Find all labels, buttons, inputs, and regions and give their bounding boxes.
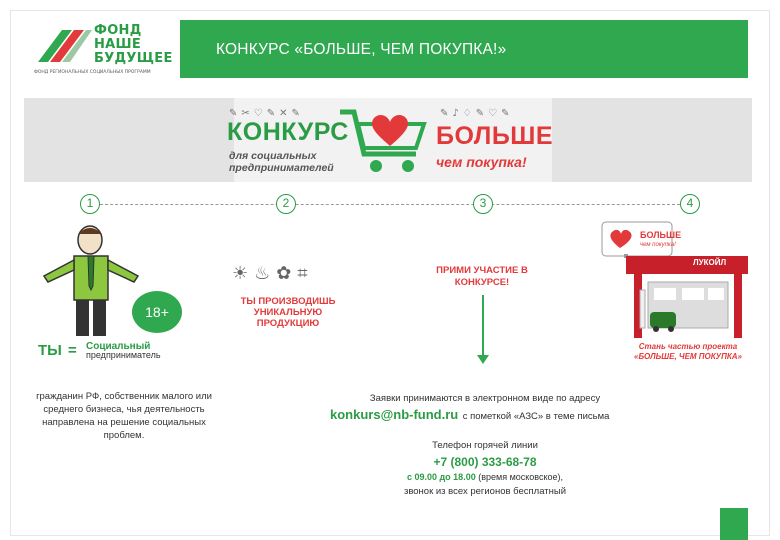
banner-konkurs: КОНКУРС [227,118,349,146]
take-part-text: ПРИМИ УЧАСТИЕ В КОНКУРСЕ! [436,265,528,288]
banner-sub-line-2: предпринимателей [229,162,334,174]
banner-konkurs-sub [229,150,334,174]
banner-bolshe: БОЛЬШЕ [436,122,554,150]
station-sign-chem: чем покупка! [640,242,676,248]
lukoil-brand: ЛУКОЙЛ [693,258,727,267]
fund-logo [34,23,173,76]
step-marker-1: 1 [80,194,100,214]
entrepreneur-description: гражданин РФ, собственник малого или среднего бизнеса, чья деятельность направлена на решение социальных проблем. [36,391,212,441]
applications-text: Заявки принимаются в электронном виде по адресу [369,393,601,404]
doodle-icons-left: ✎✂♡✎✕✎ [229,108,304,119]
timeline-line [90,204,690,205]
hotline-free: звонок из всех регионов бесплатный [403,486,567,497]
hotline-label: Телефон горячей линии [432,440,538,451]
down-arrow-shaft [482,295,484,357]
banner-sub-line-1: для социальных [229,150,317,162]
hours-bold: с 09.00 до 18.00 [406,472,476,482]
banner-left-shade [24,98,234,182]
logo-line-1: ФОНД [94,23,142,38]
products-icons: ☀♨✿⌗ [232,263,314,284]
corner-accent [720,508,748,540]
social-entrepreneur-label [86,342,161,360]
doodle-icons-right: ✎♪♢✎♡✎ [440,108,514,119]
email-note: с пометкой «АЗС» в теме письма [462,411,610,422]
logo-subtitle: ФОНД РЕГИОНАЛЬНЫХ СОЦИАЛЬНЫХ ПРОГРАММ [34,70,151,75]
step-marker-3: 3 [473,194,493,214]
age-badge: 18+ [132,291,182,333]
page-title: КОНКУРС «БОЛЬШЕ, ЧЕМ ПОКУПКА!» [216,41,507,58]
contact-email-link[interactable]: konkurs@nb-fund.ru [330,407,459,422]
social-label-1: Социальный [86,341,151,352]
ty-equals: = [68,342,77,359]
logo-stripes-icon [34,26,92,70]
station-sign-bolshe: БОЛЬШЕ [640,230,682,240]
step-marker-2: 2 [276,194,296,214]
station-caption: Стань частью проекта «БОЛЬШЕ, ЧЕМ ПОКУПКА» [634,342,742,361]
banner-chem: чем покупка! [436,154,527,170]
step-marker-4: 4 [680,194,700,214]
produce-text: ТЫ ПРОИЗВОДИШЬ УНИКАЛЬНУЮ ПРОДУКЦИЮ [240,296,336,329]
logo-text [94,24,173,66]
hotline-hours [360,472,610,482]
email-line [330,406,660,424]
ty-label: ТЫ [38,342,62,359]
logo-line-3: БУДУЩЕЕ [94,51,173,66]
hotline-phone[interactable]: +7 (800) 333-68-78 [433,455,537,469]
header-bar [180,20,748,78]
down-arrow-icon [477,355,489,364]
hours-rest: (время московское), [478,472,564,482]
banner-right-shade [552,98,752,182]
logo-line-2: НАШЕ [94,37,142,52]
heart-cart-icon [336,104,432,178]
social-label-2: предприниматель [86,350,161,360]
